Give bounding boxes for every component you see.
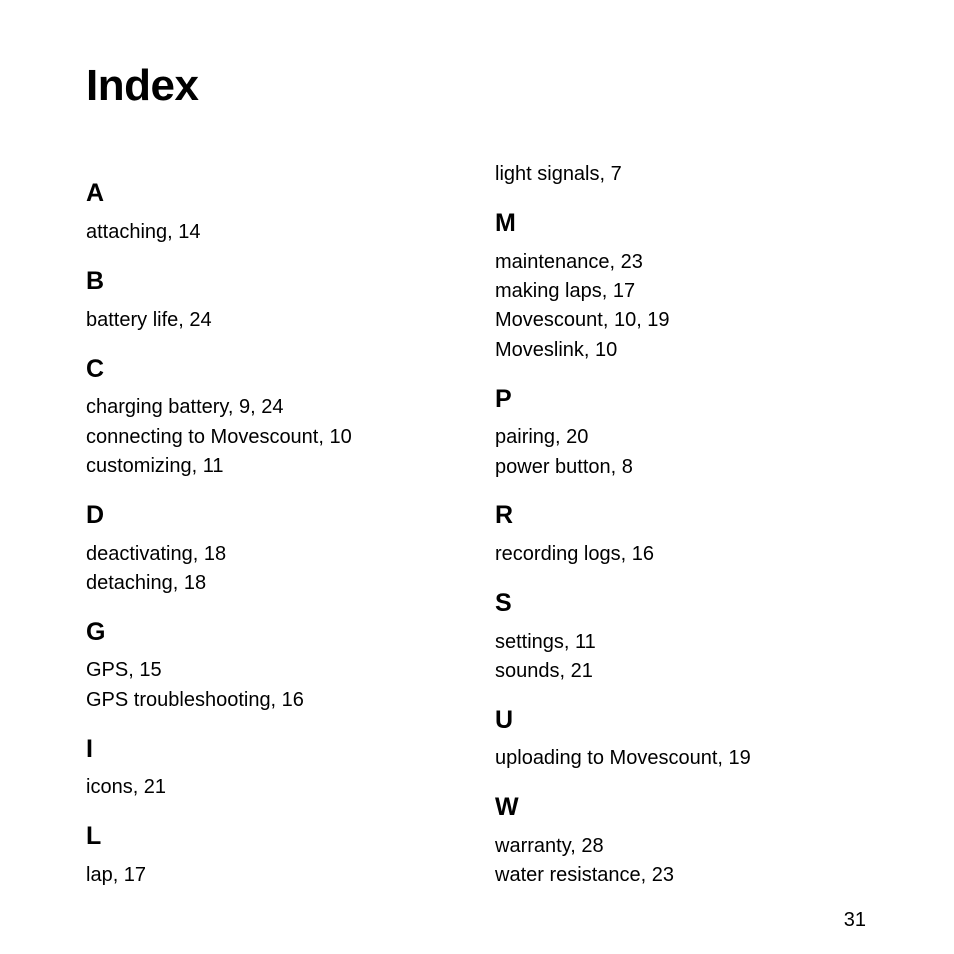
index-entry: maintenance, 23 — [495, 251, 643, 273]
index-entry: settings, 11 — [495, 631, 596, 653]
index-entry: making laps, 17 — [495, 280, 636, 302]
index-entry: water resistance, 23 — [495, 864, 674, 886]
section-letter-s: S — [495, 589, 512, 617]
page-number: 31 — [843, 909, 866, 931]
index-entry: lap, 17 — [86, 864, 147, 886]
section-letter-d: D — [86, 501, 105, 529]
section-letter-b: B — [86, 267, 105, 295]
section-letter-m: M — [495, 209, 516, 237]
section-letter-u: U — [495, 706, 514, 734]
index-entry: attaching, 14 — [86, 221, 201, 243]
index-entry: connecting to Movescount, 10 — [86, 426, 352, 448]
section-letter-r: R — [495, 501, 514, 529]
index-entry: power button, 8 — [495, 456, 633, 478]
index-entry: Movescount, 10, 19 — [495, 309, 670, 331]
index-entry: recording logs, 16 — [495, 543, 654, 565]
index-entry: charging battery, 9, 24 — [86, 396, 284, 418]
index-entry: uploading to Movescount, 19 — [495, 747, 751, 769]
index-entry: sounds, 21 — [495, 660, 593, 682]
index-entry: GPS, 15 — [86, 659, 162, 681]
section-letter-g: G — [86, 618, 106, 646]
index-entry: Moveslink, 10 — [495, 339, 618, 361]
index-entry: pairing, 20 — [495, 426, 589, 448]
page-title: Index — [86, 61, 199, 110]
index-entry: deactivating, 18 — [86, 543, 227, 565]
index-entry: detaching, 18 — [86, 572, 207, 594]
section-letter-i: I — [86, 735, 93, 763]
index-entry: warranty, 28 — [495, 835, 604, 857]
section-letter-p: P — [495, 385, 512, 413]
index-entry: icons, 21 — [86, 776, 167, 798]
section-letter-l: L — [86, 822, 102, 850]
section-letter-c: C — [86, 355, 105, 383]
index-entry: customizing, 11 — [86, 455, 224, 477]
section-letter-w: W — [495, 793, 519, 821]
section-letter-a: A — [86, 179, 105, 207]
index-entry: light signals, 7 — [495, 163, 622, 185]
index-entry: battery life, 24 — [86, 309, 212, 331]
index-entry: GPS troubleshooting, 16 — [86, 689, 304, 711]
